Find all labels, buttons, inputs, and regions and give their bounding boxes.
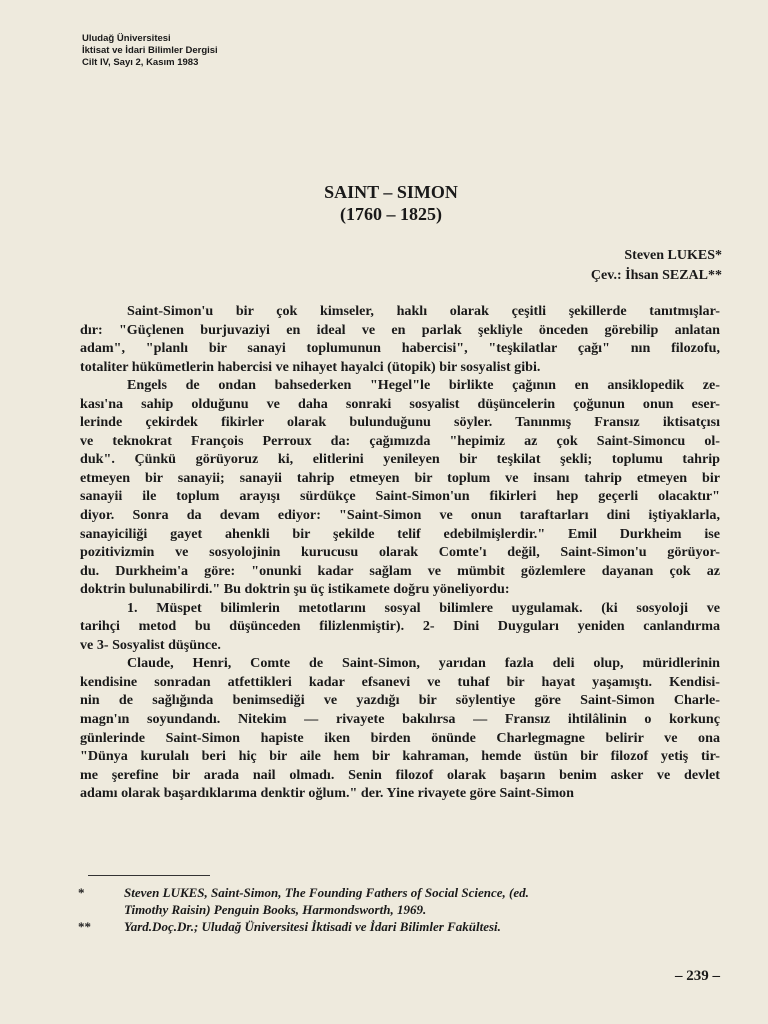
title-name: SAINT – SIMON (324, 182, 458, 202)
body-line: kası'na sahip olduğunu ve daha sonraki sosyalist düşüncelerin çoğunun onun eser- (80, 395, 720, 412)
body-line: adam", "planlı bir sanayi toplumunun habercisi", "teşkilatlar çağı" nın filozofu, (80, 340, 720, 357)
article-body (80, 302, 720, 803)
footnote-text: Steven LUKES, Saint-Simon, The Founding Fathers of Social Science, (ed. (124, 885, 529, 900)
body-line: tarihçi metod bu düşünceden filizlenmiştir). 2- Dini Duyguları yeniden canlandırma (80, 618, 720, 635)
article-title (0, 181, 768, 225)
body-line: totaliter hükümetlerin habercisi ve nihayet hayalci (ütopik) bir sosyalist gibi. (80, 358, 541, 375)
journal-issue: Cilt IV, Sayı 2, Kasım 1983 (82, 57, 199, 68)
body-line: "Dünya kurulalı beri hiç bir aile hem bir kahraman, hemde üstün bir filozof yetiş tir- (80, 748, 720, 765)
footnote (78, 918, 738, 935)
body-line: pozitivizmin ve sosyolojinin kurucusu olarak Comte'ı değil, Saint-Simon'u görüyor- (80, 544, 720, 561)
body-line: dır: "Güçlenen burjuvaziyi en ideal ve en parlak şekliyle önceden görebilip anlatan (80, 321, 720, 338)
footnote-text: Timothy Raisin) Penguin Books, Harmondsworth, 1969. (124, 902, 427, 917)
body-line: lerinde çekirdek fikirler olarak bulunduğunu söyler. Tanınmış Fransız iktisatçısı (80, 414, 720, 431)
body-line: ve 3- Sosyalist düşünce. (80, 636, 221, 653)
footnote (78, 884, 738, 918)
page-number: – 239 – (675, 968, 720, 984)
footnote-divider (88, 875, 210, 876)
body-line: Saint-Simon'u bir çok kimseler, haklı olarak çeşitli şekillerde tanıtmışlar- (127, 303, 720, 319)
body-line: sanayiciliği gayet ahenkli bir şekilde telif edebilmişlerdir." Emil Durkheim ise (80, 525, 720, 542)
body-line: doktrin bulunabilirdi." Bu doktrin şu üç istikamete doğru yöneliyordu: (80, 581, 510, 598)
body-line: kendisine sonradan atfettikleri kadar efsanevi ve tuhaf bir hayat yaşamıştı. Kendisi- (80, 673, 720, 690)
body-line: adamı olarak başardıklarıma denktir oğlum." der. Yine rivayete göre Saint-Simon (80, 785, 574, 802)
body-line: etmeyen bir sanayii; sanayii tahrip etmeyen bir toplum ve insanı tahrip etmeyen bir (80, 469, 720, 486)
footnote-text: Yard.Doç.Dr.; Uludağ Üniversitesi İktisadi ve İdari Bilimler Fakültesi. (124, 919, 501, 934)
journal-university: Uludağ Üniversitesi (82, 33, 171, 44)
footnotes (78, 884, 738, 935)
body-line: nin de sağlığında benimsediği ve yazdığı bir söylentiye göre Saint-Simon Charle- (80, 692, 720, 709)
body-line: 1. Müspet bilimlerin metotlarını sosyal bilimlere uygulamak. (ki sosyoloji ve (127, 599, 720, 616)
footnote-mark: * (78, 885, 85, 900)
body-line: günlerinde Saint-Simon hapiste iken birden önünde Charlegmagne belirir ve ona (80, 729, 720, 746)
body-line: sanayii ile toplum arayışı sürdükçe Saint-Simon'un fikirleri hep geçerli olacaktır" (80, 488, 720, 505)
body-line: me şerefine bir arada nail olmadı. Senin filozof olarak başarın benim asker ve devlet (80, 766, 720, 783)
body-line: ve teknokrat François Perroux da: çağımızda "hepimiz az çok Saint-Simoncu ol- (80, 432, 720, 449)
body-line: magn'ın soyundandı. Nitekim — rivayete bakılırsa — Fransız ihtilâlinin o korkunç (80, 711, 720, 728)
body-line: duk". Çünkü görüyoruz ki, elitlerini yenileyen bir teşkilat şekli; toplumu tahrip (80, 451, 720, 468)
journal-name: İktisat ve İdari Bilimler Dergisi (82, 45, 218, 56)
title-dates: (1760 – 1825) (340, 204, 442, 224)
author-block (591, 246, 722, 286)
body-line: du. Durkheim'a göre: "onunki kadar sağlam ve mümbit gözlemlere dayanan çok az (80, 562, 720, 579)
translator-name: Çev.: İhsan SEZAL** (590, 268, 722, 283)
journal-header (82, 33, 218, 69)
footnote-mark: ** (78, 919, 91, 934)
body-line: diyor. Sonra da devam ediyor: "Saint-Simon ve onun taraftarları dini iştiyaklarla, (80, 507, 720, 524)
author-name: Steven LUKES* (624, 248, 722, 263)
body-line: Claude, Henri, Comte de Saint-Simon, yarıdan fazla deli olup, müridlerinin (127, 655, 720, 672)
body-line: Engels de ondan bahsederken "Hegel"le birlikte çağının en ansiklopedik ze- (127, 377, 720, 394)
